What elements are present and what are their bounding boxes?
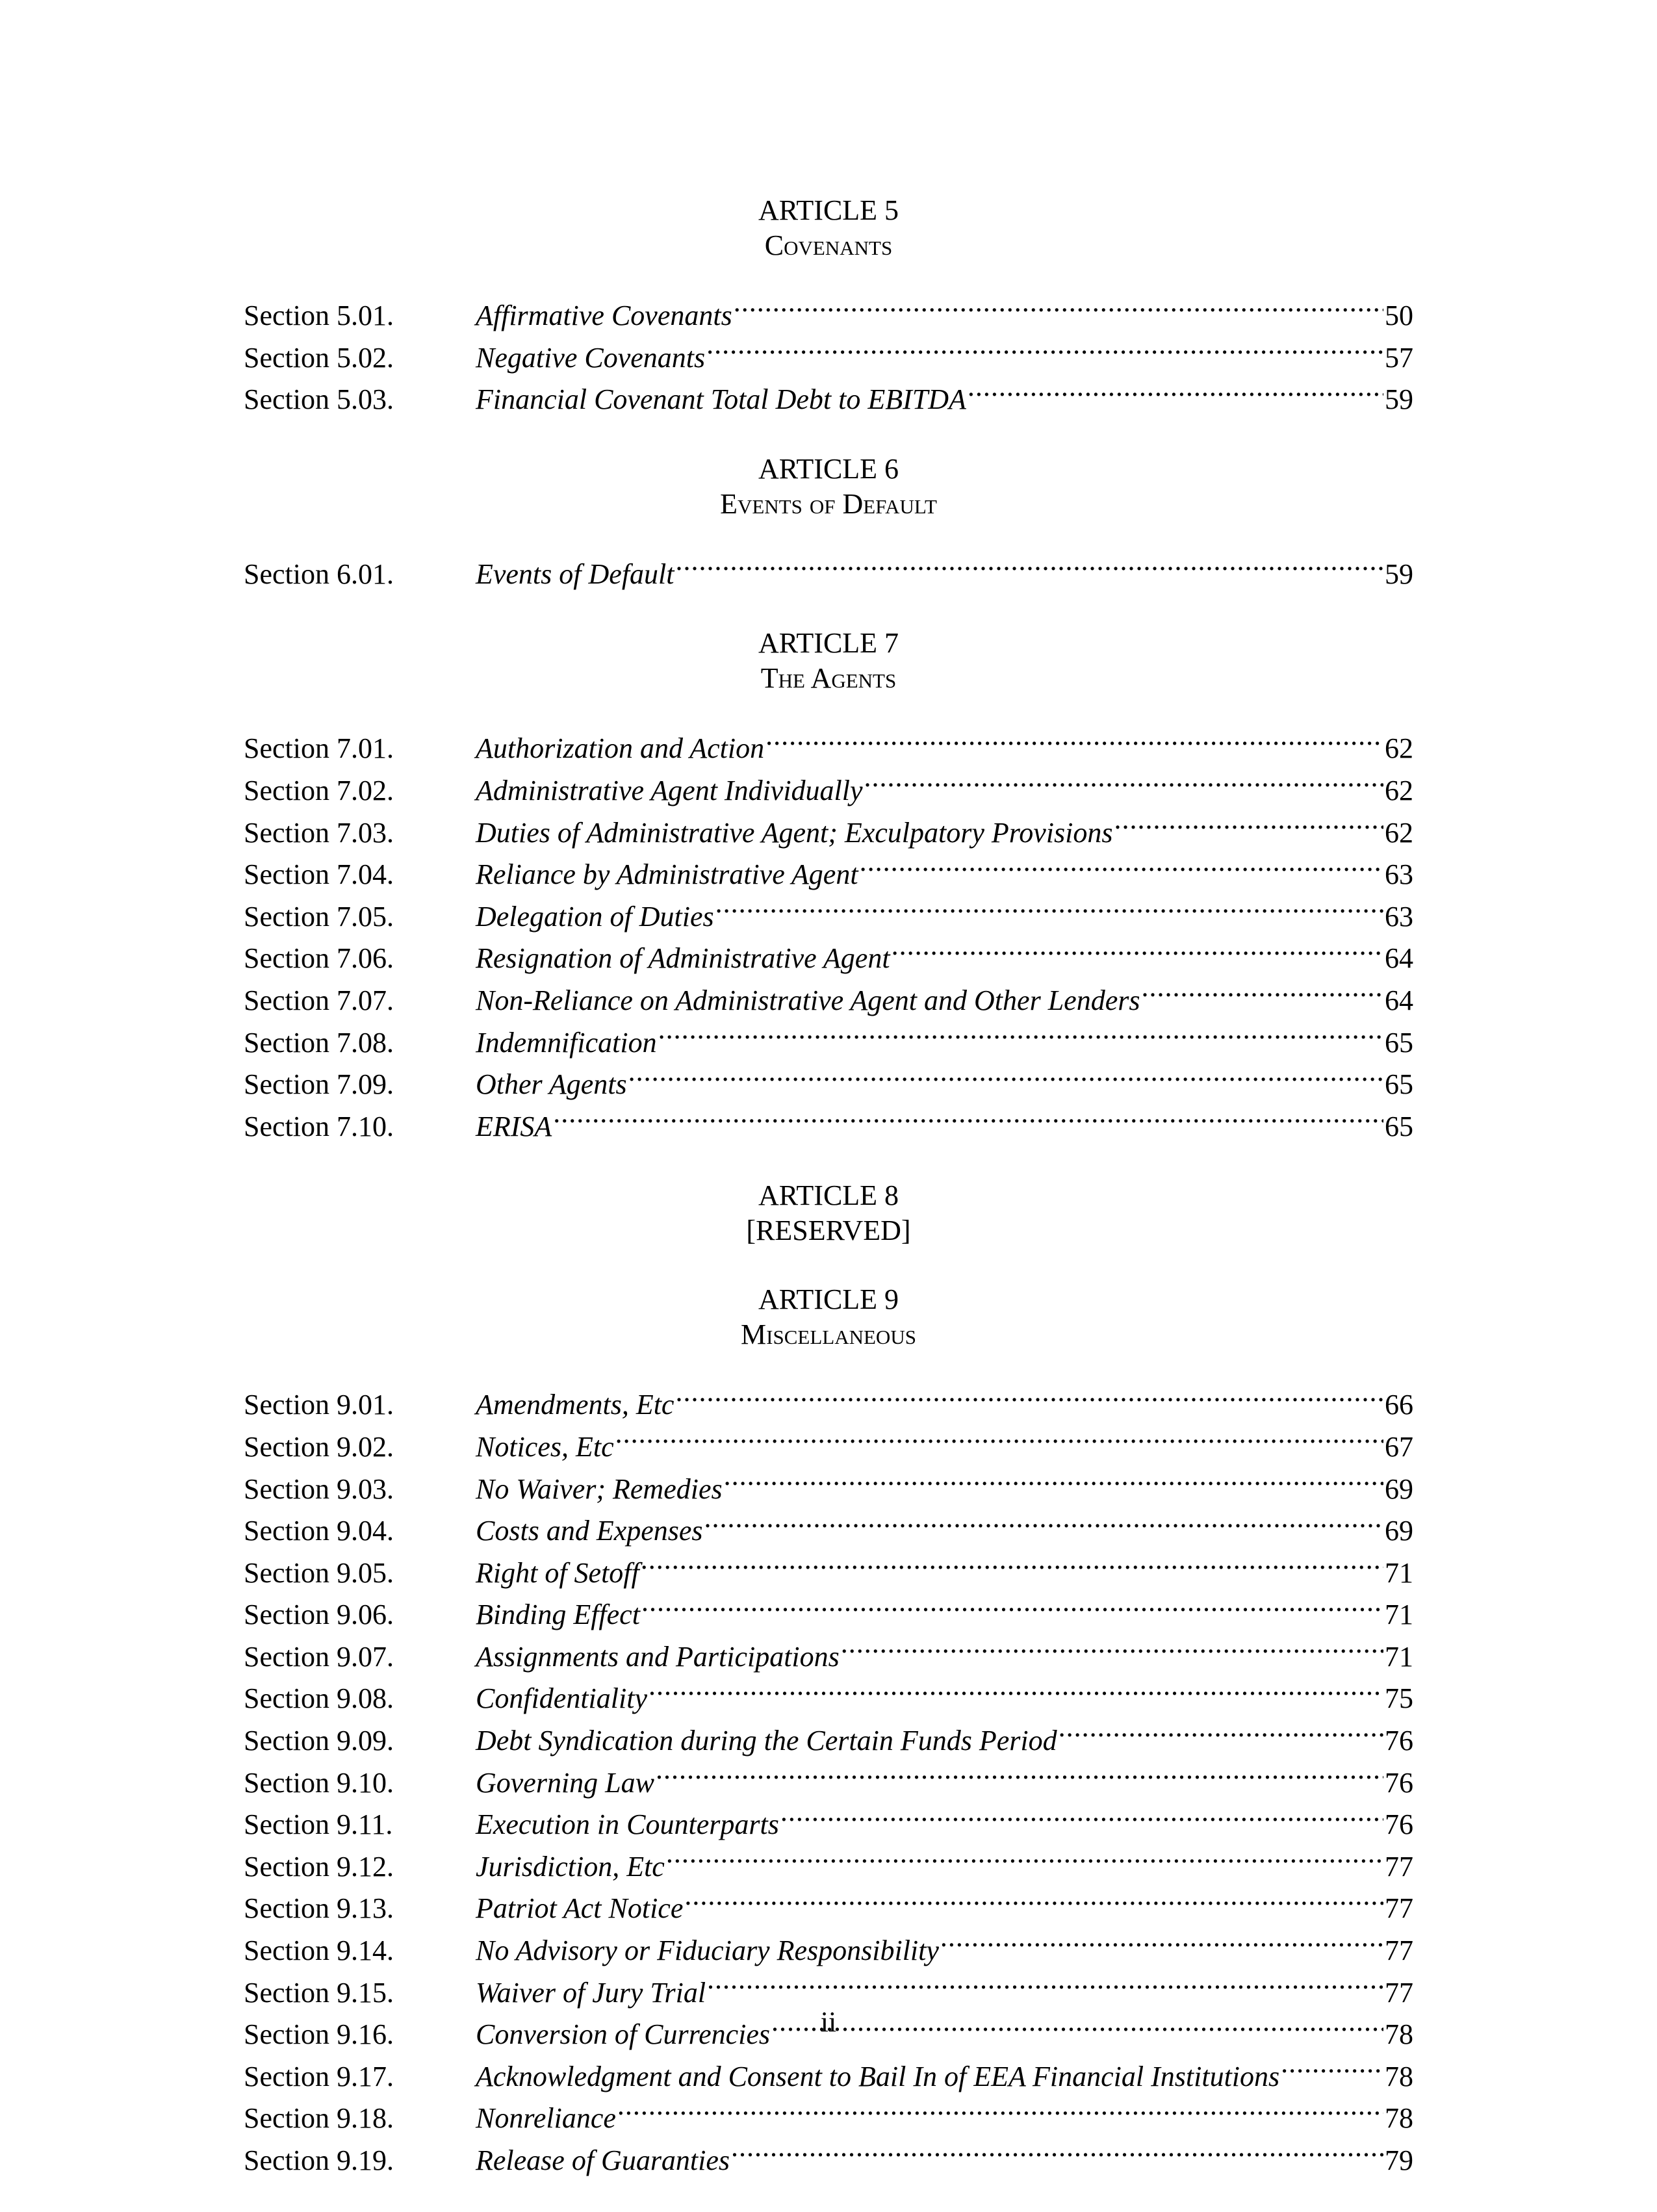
section-title: Nonreliance (476, 2102, 616, 2135)
toc-entry[interactable] (244, 1018, 1413, 1061)
article-section (244, 1177, 1413, 1248)
section-number: Section 9.02. (244, 1430, 394, 1463)
dot-leader (704, 1506, 1383, 1540)
article-heading (244, 1177, 1413, 1248)
section-title: Delegation of Duties (476, 900, 714, 932)
article-title: Miscellaneous (741, 1318, 916, 1351)
page-reference: 69 (1385, 1515, 1413, 1547)
section-title: Non-Reliance on Administrative Agent and Other Lenders (476, 984, 1140, 1016)
toc-entry[interactable] (244, 1549, 1413, 1591)
section-title: Indemnification (476, 1026, 657, 1059)
page-reference: 65 (1385, 1110, 1413, 1142)
section-number: Section 7.08. (244, 1026, 394, 1059)
table-of-contents (244, 192, 1413, 2212)
section-number: Section 7.05. (244, 900, 394, 932)
article-number: ARTICLE 7 (758, 627, 899, 660)
toc-entry[interactable] (244, 333, 1413, 376)
article-title: Covenants (764, 229, 893, 261)
dot-leader (1281, 2052, 1383, 2086)
toc-entry[interactable] (244, 2052, 1413, 2094)
toc-entry[interactable] (244, 291, 1413, 333)
section-number: Section 9.15. (244, 1976, 394, 2009)
dot-leader (1114, 808, 1383, 842)
section-title: Waiver of Jury Trial (476, 1976, 706, 2009)
dot-leader (841, 1632, 1383, 1666)
section-title: No Waiver; Remedies (476, 1473, 723, 1505)
page-reference: 65 (1385, 1068, 1413, 1101)
toc-entry[interactable] (244, 1968, 1413, 2011)
section-number: Section 9.09. (244, 1725, 394, 1757)
page-reference: 63 (1385, 900, 1413, 932)
article-title: Events of Default (720, 487, 937, 520)
article-number: ARTICLE 6 (758, 452, 899, 485)
section-number: Section 7.01. (244, 732, 394, 765)
toc-entry[interactable] (244, 850, 1413, 892)
section-number: Section 9.04. (244, 1515, 394, 1547)
page-reference: 76 (1385, 1766, 1413, 1799)
section-title: Acknowledgment and Consent to Bail In of EEA Financial Institutions (476, 2060, 1280, 2092)
dot-leader (675, 1380, 1383, 1414)
article-heading (244, 625, 1413, 695)
section-title: Duties of Administrative Agent; Exculpatory Provisions (476, 816, 1113, 849)
section-title: Amendments, Etc (476, 1389, 674, 1421)
section-title: Execution in Counterparts (476, 1808, 779, 1841)
section-number: Section 5.03. (244, 383, 394, 416)
section-title: Resignation of Administrative Agent (476, 942, 890, 975)
page-reference: 71 (1385, 1640, 1413, 1673)
page-reference: 77 (1385, 1892, 1413, 1925)
section-title: Governing Law (476, 1766, 654, 1799)
section-title: Assignments and Participations (476, 1640, 840, 1673)
dot-leader (968, 375, 1383, 409)
page-reference: 64 (1385, 984, 1413, 1016)
toc-entry[interactable] (244, 976, 1413, 1018)
page-reference: 78 (1385, 2060, 1413, 2092)
dot-leader (615, 1422, 1383, 1456)
dot-leader (628, 1060, 1383, 1094)
page-reference: 62 (1385, 774, 1413, 806)
section-title: Events of Default (476, 558, 674, 590)
toc-entry[interactable] (244, 2094, 1413, 2136)
dot-leader (715, 892, 1383, 926)
section-title: Jurisdiction, Etc (476, 1850, 665, 1883)
toc-entry[interactable] (244, 766, 1413, 808)
section-number: Section 9.11. (244, 1808, 393, 1841)
section-title: Binding Effect (476, 1599, 640, 1631)
dot-leader (684, 1884, 1383, 1918)
page-reference: 59 (1385, 558, 1413, 590)
toc-entry[interactable] (244, 375, 1413, 417)
page-number: ii (820, 2006, 837, 2038)
article-number: ARTICLE 9 (758, 1283, 899, 1316)
toc-entry[interactable] (244, 1380, 1413, 1422)
page-reference: 77 (1385, 1850, 1413, 1883)
toc-entry[interactable] (244, 1102, 1413, 1144)
page-reference: 77 (1385, 1976, 1413, 2009)
toc-entry[interactable] (244, 1632, 1413, 1675)
page-reference: 62 (1385, 732, 1413, 765)
dot-leader (731, 2136, 1383, 2170)
section-number: Section 7.07. (244, 984, 394, 1016)
page-reference: 59 (1385, 383, 1413, 416)
toc-entry[interactable] (244, 550, 1413, 592)
dot-leader (765, 724, 1383, 758)
toc-entry[interactable] (244, 1590, 1413, 1632)
section-number: Section 5.02. (244, 341, 394, 374)
page-reference: 76 (1385, 1725, 1413, 1757)
page-reference: 63 (1385, 858, 1413, 891)
toc-entry[interactable] (244, 1674, 1413, 1716)
article-title: The Agents (760, 662, 897, 695)
article-number: ARTICLE 8 (758, 1179, 899, 1212)
toc-entry[interactable] (244, 1506, 1413, 1549)
dot-leader (864, 766, 1383, 800)
toc-entry[interactable] (244, 2136, 1413, 2178)
dot-leader (706, 333, 1383, 367)
page-reference: 65 (1385, 1026, 1413, 1059)
section-title: Other Agents (476, 1068, 627, 1101)
toc-entry[interactable] (244, 1060, 1413, 1102)
dot-leader (780, 1800, 1383, 1834)
section-title: Negative Covenants (476, 341, 706, 374)
page-reference: 71 (1385, 1599, 1413, 1631)
page-reference: 64 (1385, 942, 1413, 975)
section-number: Section 9.10. (244, 1766, 394, 1799)
article-heading (244, 1281, 1413, 1352)
section-number: Section 6.01. (244, 558, 394, 590)
article-title: [RESERVED] (746, 1215, 911, 1247)
dot-leader (676, 550, 1384, 584)
section-title: Authorization and Action (476, 732, 765, 765)
page-reference: 71 (1385, 1556, 1413, 1589)
section-title: Patriot Act Notice (476, 1892, 684, 1925)
section-number: Section 9.05. (244, 1556, 394, 1589)
section-number: Section 9.19. (244, 2144, 394, 2176)
page-reference: 75 (1385, 1682, 1413, 1715)
toc-entry[interactable] (244, 1800, 1413, 1842)
dot-leader (892, 934, 1383, 968)
page-reference: 62 (1385, 816, 1413, 849)
toc-entry[interactable] (244, 1716, 1413, 1758)
page-reference: 50 (1385, 300, 1413, 331)
article-section (244, 1281, 1413, 2178)
section-number: Section 9.03. (244, 1473, 394, 1505)
dot-leader (940, 1926, 1383, 1960)
section-number: Section 7.04. (244, 858, 394, 891)
toc-entry[interactable] (244, 808, 1413, 851)
page-reference: 67 (1385, 1430, 1413, 1463)
section-title: Right of Setoff (476, 1556, 639, 1589)
dot-leader (656, 1758, 1383, 1792)
section-number: Section 7.03. (244, 816, 394, 849)
section-number: Section 7.09. (244, 1068, 394, 1101)
page-reference: 77 (1385, 1935, 1413, 1967)
section-number: Section 9.16. (244, 2018, 394, 2051)
section-title: ERISA (476, 1110, 552, 1142)
article-section (244, 192, 1413, 417)
article-number: ARTICLE 5 (758, 194, 899, 226)
section-number: Section 7.10. (244, 1110, 394, 1142)
section-number: Section 9.14. (244, 1935, 394, 1967)
section-number: Section 7.06. (244, 942, 394, 975)
section-title: Affirmative Covenants (476, 300, 732, 331)
section-number: Section 9.01. (244, 1389, 394, 1421)
section-title: Debt Syndication during the Certain Funds Period (476, 1725, 1057, 1757)
dot-leader (666, 1842, 1383, 1876)
dot-leader (617, 2094, 1383, 2128)
article-heading (244, 192, 1413, 263)
toc-entry[interactable] (244, 1422, 1413, 1465)
page-reference: 78 (1385, 2102, 1413, 2135)
page-reference: 57 (1385, 341, 1413, 374)
toc-entry[interactable] (244, 1842, 1413, 1884)
dot-leader (860, 850, 1383, 884)
toc-entry[interactable] (244, 1758, 1413, 1801)
toc-entry[interactable] (244, 1465, 1413, 1507)
section-number: Section 9.13. (244, 1892, 394, 1925)
toc-entry[interactable] (244, 892, 1413, 934)
section-title: Notices, Etc (476, 1430, 614, 1463)
dot-leader (734, 291, 1383, 325)
dot-leader (707, 1968, 1383, 2002)
section-title: Costs and Expenses (476, 1515, 703, 1547)
section-number: Section 9.12. (244, 1850, 394, 1883)
section-title: Reliance by Administrative Agent (476, 858, 858, 891)
section-title: Confidentiality (476, 1682, 647, 1715)
article-section (244, 625, 1413, 1144)
dot-leader (1141, 976, 1383, 1010)
dot-leader (649, 1674, 1383, 1708)
article-heading (244, 451, 1413, 521)
dot-leader (641, 1590, 1383, 1624)
page-reference: 79 (1385, 2144, 1413, 2176)
article-section (244, 451, 1413, 592)
toc-entry[interactable] (244, 724, 1413, 766)
section-title: Financial Covenant Total Debt to EBITDA (476, 383, 966, 416)
section-number: Section 9.06. (244, 1599, 394, 1631)
section-title: No Advisory or Fiduciary Responsibility (476, 1935, 939, 1967)
dot-leader (553, 1102, 1383, 1136)
section-title: Conversion of Currencies (476, 2018, 770, 2051)
dot-leader (658, 1018, 1383, 1052)
page-reference: 78 (1385, 2018, 1413, 2051)
section-title: Release of Guaranties (476, 2144, 730, 2176)
section-number: Section 7.02. (244, 774, 394, 806)
section-number: Section 9.08. (244, 1682, 394, 1715)
toc-entry[interactable] (244, 1926, 1413, 1968)
page-reference: 76 (1385, 1808, 1413, 1841)
dot-leader (1059, 1716, 1383, 1750)
dot-leader (724, 1465, 1383, 1498)
page-reference: 69 (1385, 1473, 1413, 1505)
page-reference: 66 (1385, 1389, 1413, 1421)
section-number: Section 9.07. (244, 1640, 394, 1673)
section-title: Administrative Agent Individually (476, 774, 863, 806)
section-number: Section 9.17. (244, 2060, 394, 2092)
toc-entry[interactable] (244, 934, 1413, 976)
section-number: Section 9.18. (244, 2102, 394, 2135)
section-number: Section 5.01. (244, 300, 394, 331)
dot-leader (641, 1549, 1383, 1582)
toc-entry[interactable] (244, 1884, 1413, 1926)
